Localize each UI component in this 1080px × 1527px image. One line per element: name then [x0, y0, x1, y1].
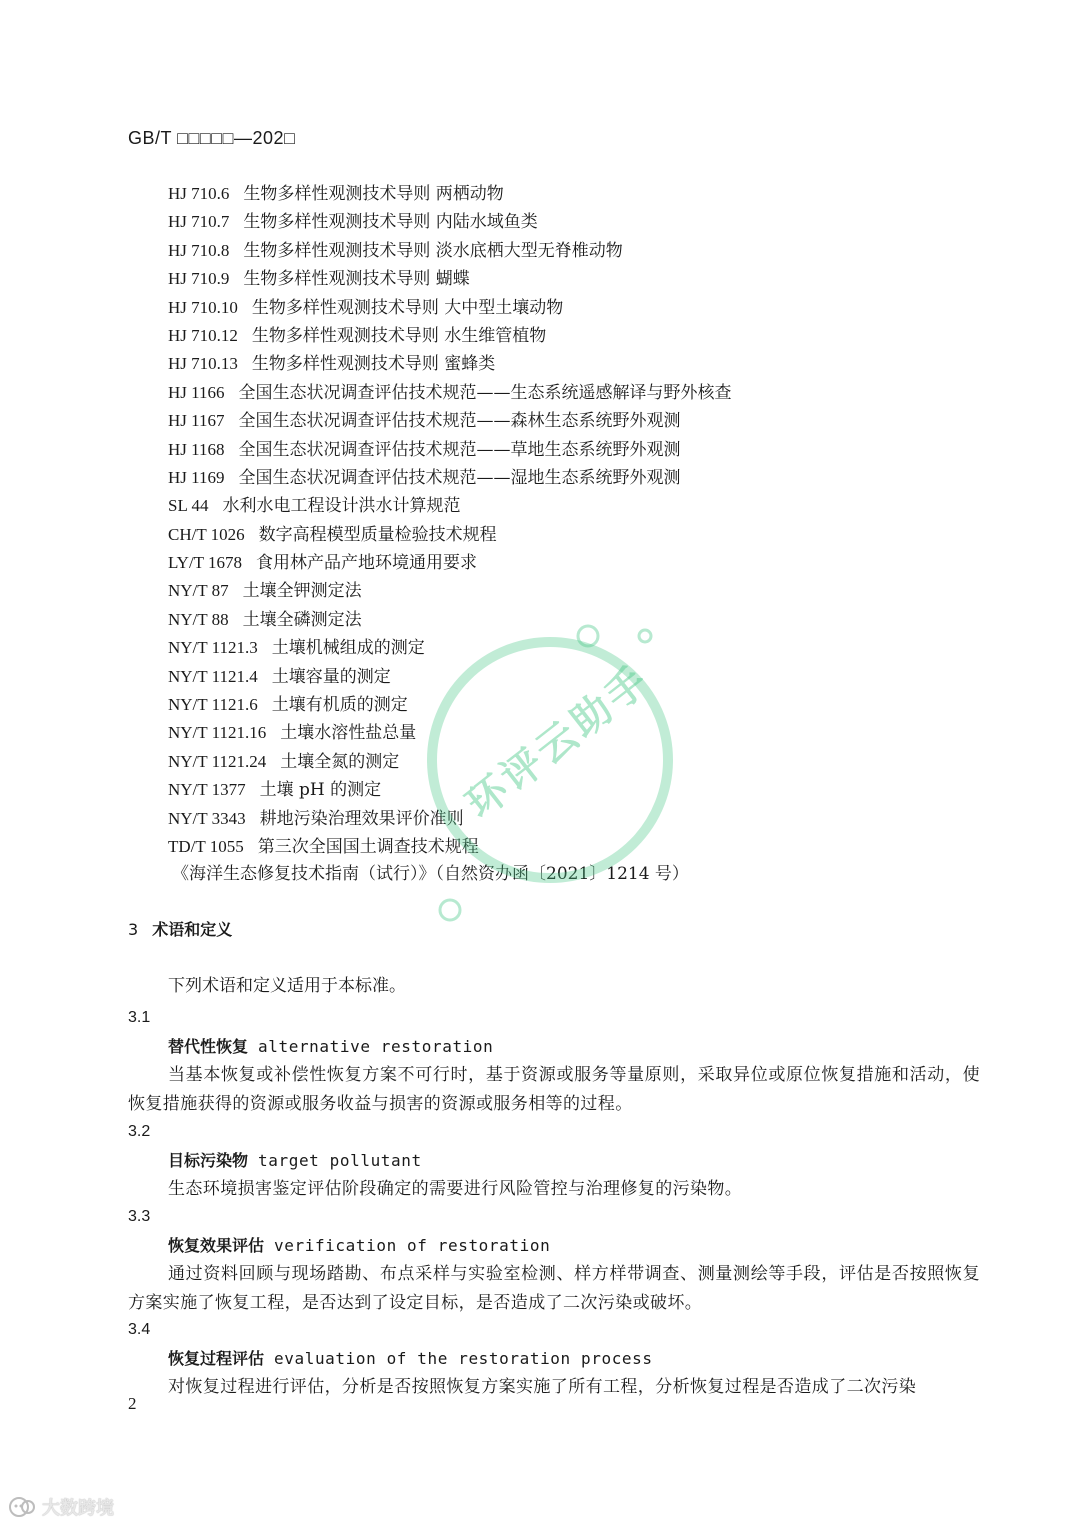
page-number: 2: [128, 1394, 137, 1413]
brand-text: 大数跨境: [42, 1498, 114, 1519]
reference-title: 土壤水溶性盐总量: [280, 723, 417, 744]
standard-code-header: GB/T □□□□□—202□: [128, 128, 296, 148]
reference-item: [168, 464, 732, 492]
reference-item: [168, 294, 732, 322]
reference-title: 全国生态状况调查评估技术规范——生态系统遥感解译与野外核查: [238, 382, 732, 403]
section-number: 3: [128, 920, 139, 939]
reference-item: [168, 691, 732, 719]
reference-code: NY/T 1121.3: [168, 638, 258, 658]
reference-code: NY/T 1121.4: [168, 666, 258, 686]
reference-code: CH/T 1026: [168, 524, 245, 544]
reference-title: 土壤全钾测定法: [242, 581, 362, 602]
term-name-cn: 目标污染物: [168, 1151, 249, 1170]
reference-item: [168, 322, 732, 350]
term-name-en: evaluation of the restoration process: [274, 1349, 653, 1368]
reference-title: 全国生态状况调查评估技术规范——森林生态系统野外观测: [238, 411, 681, 432]
section-title: 术语和定义: [152, 920, 233, 939]
reference-item: [168, 549, 732, 577]
term-entry: [128, 1316, 980, 1402]
reference-code: NY/T 3343: [168, 808, 246, 828]
reference-title: 土壤全氮的测定: [280, 751, 400, 772]
term-name-cn: 恢复过程评估: [168, 1349, 265, 1368]
term-name-en: verification of restoration: [274, 1236, 551, 1255]
reference-title: 生物多样性观测技术导则 淡水底栖大型无脊椎动物: [243, 240, 623, 261]
reference-code: NY/T 1121.24: [168, 751, 267, 771]
section-intro: 下列术语和定义适用于本标准。: [168, 976, 406, 996]
reference-code: NY/T 1377: [168, 780, 246, 800]
watermark-text: 环评云助手: [457, 656, 660, 828]
term-number: 3.1: [128, 1009, 151, 1026]
reference-title: 耕地污染治理效果评价准则: [259, 808, 464, 829]
reference-code: HJ 710.8: [168, 240, 230, 260]
reference-title: 全国生态状况调查评估技术规范——湿地生态系统野外观测: [238, 467, 681, 488]
reference-code: HJ 1169: [168, 467, 225, 487]
term-heading: [168, 1032, 980, 1061]
term-name-cn: 替代性恢复: [168, 1037, 249, 1056]
reference-title: 生物多样性观测技术导则 蝴蝶: [243, 269, 470, 290]
reference-item: [168, 719, 732, 747]
reference-item: [168, 833, 732, 861]
reference-title: 生物多样性观测技术导则 两栖动物: [243, 184, 504, 204]
reference-title: 水利水电工程设计洪水计算规范: [222, 496, 461, 517]
term-name-en: target pollutant: [258, 1151, 422, 1170]
term-definition: 对恢复过程进行评估，分析是否按照恢复方案实施了所有工程，分析恢复过程是否造成了二次污染: [168, 1377, 917, 1397]
reference-code: HJ 1166: [168, 382, 225, 402]
reference-item: [168, 606, 732, 634]
reference-title: 生物多样性观测技术导则 蜜蜂类: [251, 354, 496, 375]
brand-watermark: [8, 1494, 114, 1520]
term-definition: 当基本恢复或补偿性恢复方案不可行时，基于资源或服务等量原则，采取异位或原位恢复措施和活动，使恢复措施获得的资源或服务收益与损害的资源或服务相等的过程。: [128, 1065, 980, 1114]
reference-code: TD/T 1055: [168, 836, 244, 856]
reference-title: 土壤容量的测定: [271, 666, 391, 687]
reference-item: [168, 521, 732, 549]
reference-code: HJ 710.9: [168, 269, 230, 289]
term-definition: 通过资料回顾与现场踏勘、布点采样与实验室检测、样方样带调查、测量测绘等手段，评估是否按照恢复方案实施了恢复工程，是否达到了设定目标，是否造成了二次污染或破坏。: [128, 1264, 980, 1313]
reference-code: NY/T 87: [168, 581, 229, 601]
reference-code: NY/T 88: [168, 609, 229, 629]
reference-title: 生物多样性观测技术导则 内陆水域鱼类: [243, 212, 538, 233]
reference-item: [168, 265, 732, 293]
reference-item: [168, 350, 732, 378]
reference-title: 第三次全国国土调查技术规程: [257, 836, 479, 857]
reference-item: [168, 180, 732, 208]
term-number: 3.2: [128, 1123, 151, 1140]
reference-item: [168, 492, 732, 520]
term-definition: 生态环境损害鉴定评估阶段确定的需要进行风险管控与治理修复的污染物。: [168, 1179, 743, 1199]
reference-title: 食用林产品产地环境通用要求: [256, 553, 478, 574]
reference-item: [168, 436, 732, 464]
reference-code: HJ 710.10: [168, 297, 238, 317]
reference-title: 生物多样性观测技术导则 水生维管植物: [251, 325, 547, 346]
reference-code: HJ 710.13: [168, 354, 238, 374]
reference-code: HJ 1168: [168, 439, 225, 459]
reference-item: [168, 577, 732, 605]
reference-title: 数字高程模型质量检验技术规程: [258, 524, 497, 545]
reference-list: [168, 180, 732, 861]
term-entry: [128, 1203, 980, 1317]
reference-item: [168, 748, 732, 776]
reference-code: HJ 1167: [168, 411, 225, 431]
reference-item: [168, 208, 732, 236]
reference-title: 土壤有机质的测定: [271, 695, 408, 716]
reference-title: 生物多样性观测技术导则 大中型土壤动物: [251, 297, 564, 318]
reference-item: [168, 663, 732, 691]
reference-item: [168, 379, 732, 407]
reference-item: [168, 407, 732, 435]
reference-title: 全国生态状况调查评估技术规范——草地生态系统野外观测: [238, 439, 681, 460]
reference-item: [168, 776, 732, 804]
term-heading: [168, 1344, 980, 1373]
term-entry: [128, 1004, 980, 1118]
reference-item: [168, 805, 732, 833]
reference-title: 土壤机械组成的测定: [271, 638, 425, 659]
reference-code: HJ 710.12: [168, 325, 238, 345]
term-heading: [168, 1146, 980, 1175]
term-name-cn: 恢复效果评估: [168, 1236, 265, 1255]
reference-code: SL 44: [168, 496, 209, 516]
watermark-bubble-bottom: [440, 900, 460, 920]
term-number: 3.3: [128, 1208, 151, 1225]
term-name-en: alternative restoration: [258, 1037, 494, 1056]
reference-title: 土壤全磷测定法: [242, 609, 362, 630]
reference-item: [168, 634, 732, 662]
reference-code: NY/T 1121.6: [168, 695, 258, 715]
term-number: 3.4: [128, 1321, 151, 1338]
reference-title: 土壤 pH 的测定: [259, 780, 382, 801]
brand-logo-icon: [8, 1495, 38, 1519]
reference-code: HJ 710.6: [168, 184, 230, 203]
reference-code: HJ 710.7: [168, 212, 230, 232]
term-entry: [128, 1118, 980, 1204]
reference-item: [168, 237, 732, 265]
term-heading: [168, 1231, 980, 1260]
section-heading: [128, 916, 232, 944]
reference-code: LY/T 1678: [168, 553, 243, 573]
reference-note: 《海洋生态修复技术指南（试行）》（自然资办函〔2021〕1214 号）: [172, 864, 689, 884]
reference-code: NY/T 1121.16: [168, 723, 267, 743]
